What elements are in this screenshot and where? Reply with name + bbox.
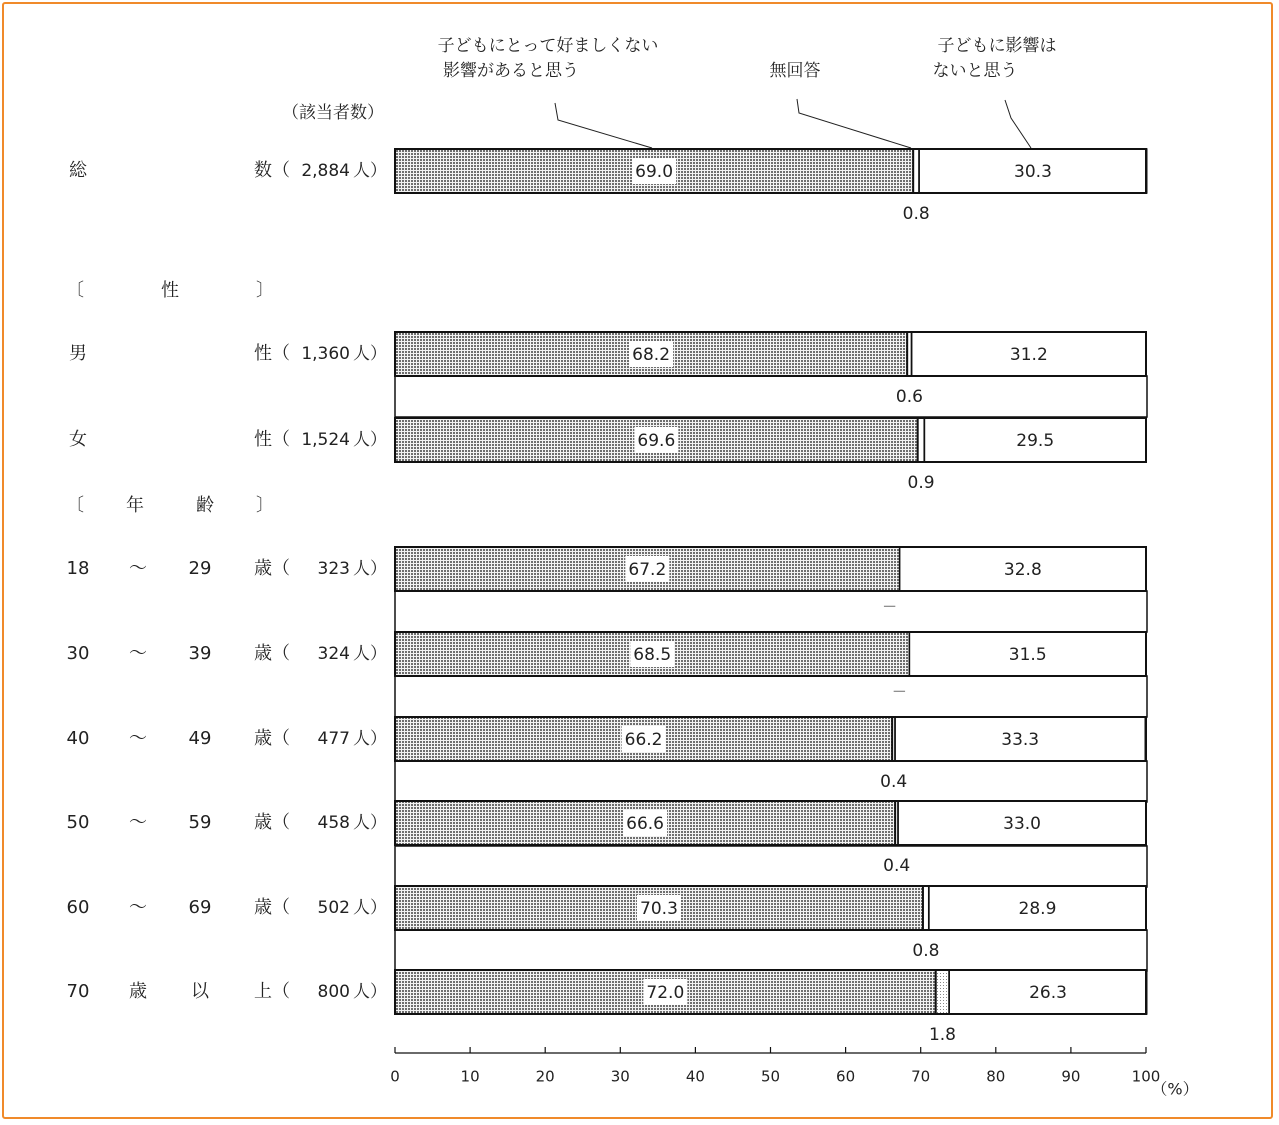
row-label: 39 xyxy=(188,643,212,664)
x-tick-label: 30 xyxy=(610,1067,630,1086)
row-label: 歳（ xyxy=(254,728,290,749)
value-label: 66.2 xyxy=(624,730,663,750)
row-connector xyxy=(395,761,1147,802)
row-count: 1,360 xyxy=(301,344,350,364)
row-label: 60 xyxy=(66,897,90,918)
row-connector xyxy=(395,376,1147,417)
bar-segment xyxy=(913,149,919,193)
value-label: 31.5 xyxy=(1008,645,1047,665)
value-label-no-answer: 0.4 xyxy=(880,772,908,792)
value-label: 26.3 xyxy=(1029,983,1067,1003)
value-label-no-answer: 0.8 xyxy=(902,204,930,224)
leader-line xyxy=(555,103,652,148)
value-label-no-answer: 0.9 xyxy=(907,473,935,493)
row-unit: 人） xyxy=(353,559,387,579)
row-label: ～ xyxy=(129,812,147,833)
x-tick-label: 80 xyxy=(986,1067,1006,1086)
row-unit: 人） xyxy=(353,644,387,664)
x-tick-label: 60 xyxy=(836,1067,856,1086)
value-label: 72.0 xyxy=(646,983,685,1003)
row-count: 324 xyxy=(317,644,350,664)
value-label-no-answer: 1.8 xyxy=(928,1025,957,1045)
row-count: 502 xyxy=(317,898,350,918)
row-label: ～ xyxy=(129,558,147,579)
bar-segment xyxy=(936,970,950,1014)
row-connector xyxy=(395,930,1147,971)
row-label: 40 xyxy=(66,728,90,749)
legend-label-line: ないと思う xyxy=(932,61,1018,81)
group-label: 齢 xyxy=(196,495,214,516)
value-label: 70.3 xyxy=(640,899,678,919)
row-label: 以 xyxy=(191,981,209,1002)
value-label: 32.8 xyxy=(1003,560,1042,580)
row-count: 458 xyxy=(317,813,350,833)
value-label: 31.2 xyxy=(1009,345,1048,365)
group-label: 〕 xyxy=(256,280,274,301)
row-unit: 人） xyxy=(353,982,387,1002)
legend-label-line: 無回答 xyxy=(769,61,821,81)
value-label-no-answer: 0.8 xyxy=(912,941,940,961)
value-label: 69.6 xyxy=(637,431,676,451)
x-tick-label: 100 xyxy=(1131,1067,1161,1086)
group-label: 〔 xyxy=(66,495,84,516)
row-label: 29 xyxy=(188,558,212,579)
value-label: 30.3 xyxy=(1014,162,1052,182)
row-unit: 人） xyxy=(353,344,387,364)
value-label: 33.3 xyxy=(1001,730,1040,750)
row-label: 性（ xyxy=(254,343,290,364)
legend-label-line: 子どもにとって好ましくない xyxy=(437,36,659,56)
row-label: 上（ xyxy=(254,981,290,1002)
x-tick-label: 90 xyxy=(1061,1067,1081,1086)
row-connector xyxy=(395,676,1147,717)
value-label: 68.5 xyxy=(633,645,672,665)
group-label: 〕 xyxy=(256,495,274,516)
group-label: 〔 xyxy=(66,280,84,301)
value-label: 28.9 xyxy=(1018,899,1057,919)
x-tick-label: 0 xyxy=(390,1067,400,1086)
group-label: 年 xyxy=(126,495,144,516)
value-label: 68.2 xyxy=(632,345,671,365)
row-label: 数（ xyxy=(254,160,290,181)
row-label: 歳（ xyxy=(254,812,290,833)
row-label: 18 xyxy=(66,558,90,579)
count-header: （該当者数） xyxy=(282,103,384,123)
row-label: 女 xyxy=(69,429,87,450)
row-label: 歳（ xyxy=(254,558,290,579)
value-label: 29.5 xyxy=(1016,431,1055,451)
value-label: 33.0 xyxy=(1003,814,1042,834)
row-count: 2,884 xyxy=(301,161,350,181)
row-connector xyxy=(395,591,1147,632)
value-label: 69.0 xyxy=(635,162,674,182)
row-count: 477 xyxy=(317,729,350,749)
value-label-no-answer: 0.6 xyxy=(895,387,923,407)
value-label-no-answer: － xyxy=(882,597,898,616)
leader-line xyxy=(797,99,911,148)
row-label: 70 xyxy=(66,981,90,1002)
row-unit: 人） xyxy=(353,898,387,918)
x-tick-label: 20 xyxy=(535,1067,555,1086)
row-count: 1,524 xyxy=(301,430,350,450)
row-connector xyxy=(395,846,1147,887)
row-label: 59 xyxy=(188,812,212,833)
bar-segment xyxy=(923,886,929,930)
row-label: 性（ xyxy=(254,429,290,450)
row-label: 男 xyxy=(69,343,87,364)
row-unit: 人） xyxy=(353,813,387,833)
row-label: 歳（ xyxy=(254,897,290,918)
row-label: 69 xyxy=(188,897,212,918)
x-tick-label: 70 xyxy=(911,1067,931,1086)
x-axis-unit: （%） xyxy=(1151,1079,1199,1099)
row-count: 800 xyxy=(317,982,350,1002)
row-label: 総 xyxy=(69,160,87,181)
row-label: ～ xyxy=(129,643,147,664)
row-unit: 人） xyxy=(353,729,387,749)
group-label: 性 xyxy=(161,280,179,301)
value-label: 67.2 xyxy=(628,560,667,580)
row-label: 30 xyxy=(66,643,90,664)
row-label: ～ xyxy=(129,728,147,749)
bar-segment xyxy=(918,418,925,462)
x-tick-label: 40 xyxy=(685,1067,705,1086)
leader-line xyxy=(1005,100,1031,148)
row-label: 49 xyxy=(188,728,212,749)
row-label: 歳（ xyxy=(254,643,290,664)
value-label-no-answer: 0.4 xyxy=(883,856,911,876)
value-label: 66.6 xyxy=(626,814,665,834)
x-tick-label: 50 xyxy=(760,1067,781,1086)
value-label-no-answer: － xyxy=(891,682,907,701)
row-label: ～ xyxy=(129,897,147,918)
legend-label-line: 子どもに影響は xyxy=(937,36,1057,56)
legend-label-line: 影響があると思う xyxy=(443,61,579,81)
row-count: 323 xyxy=(317,559,350,579)
row-label: 歳 xyxy=(129,981,147,1002)
x-tick-label: 10 xyxy=(460,1067,480,1086)
row-label: 50 xyxy=(66,812,90,833)
row-unit: 人） xyxy=(353,430,387,450)
row-unit: 人） xyxy=(353,161,387,181)
